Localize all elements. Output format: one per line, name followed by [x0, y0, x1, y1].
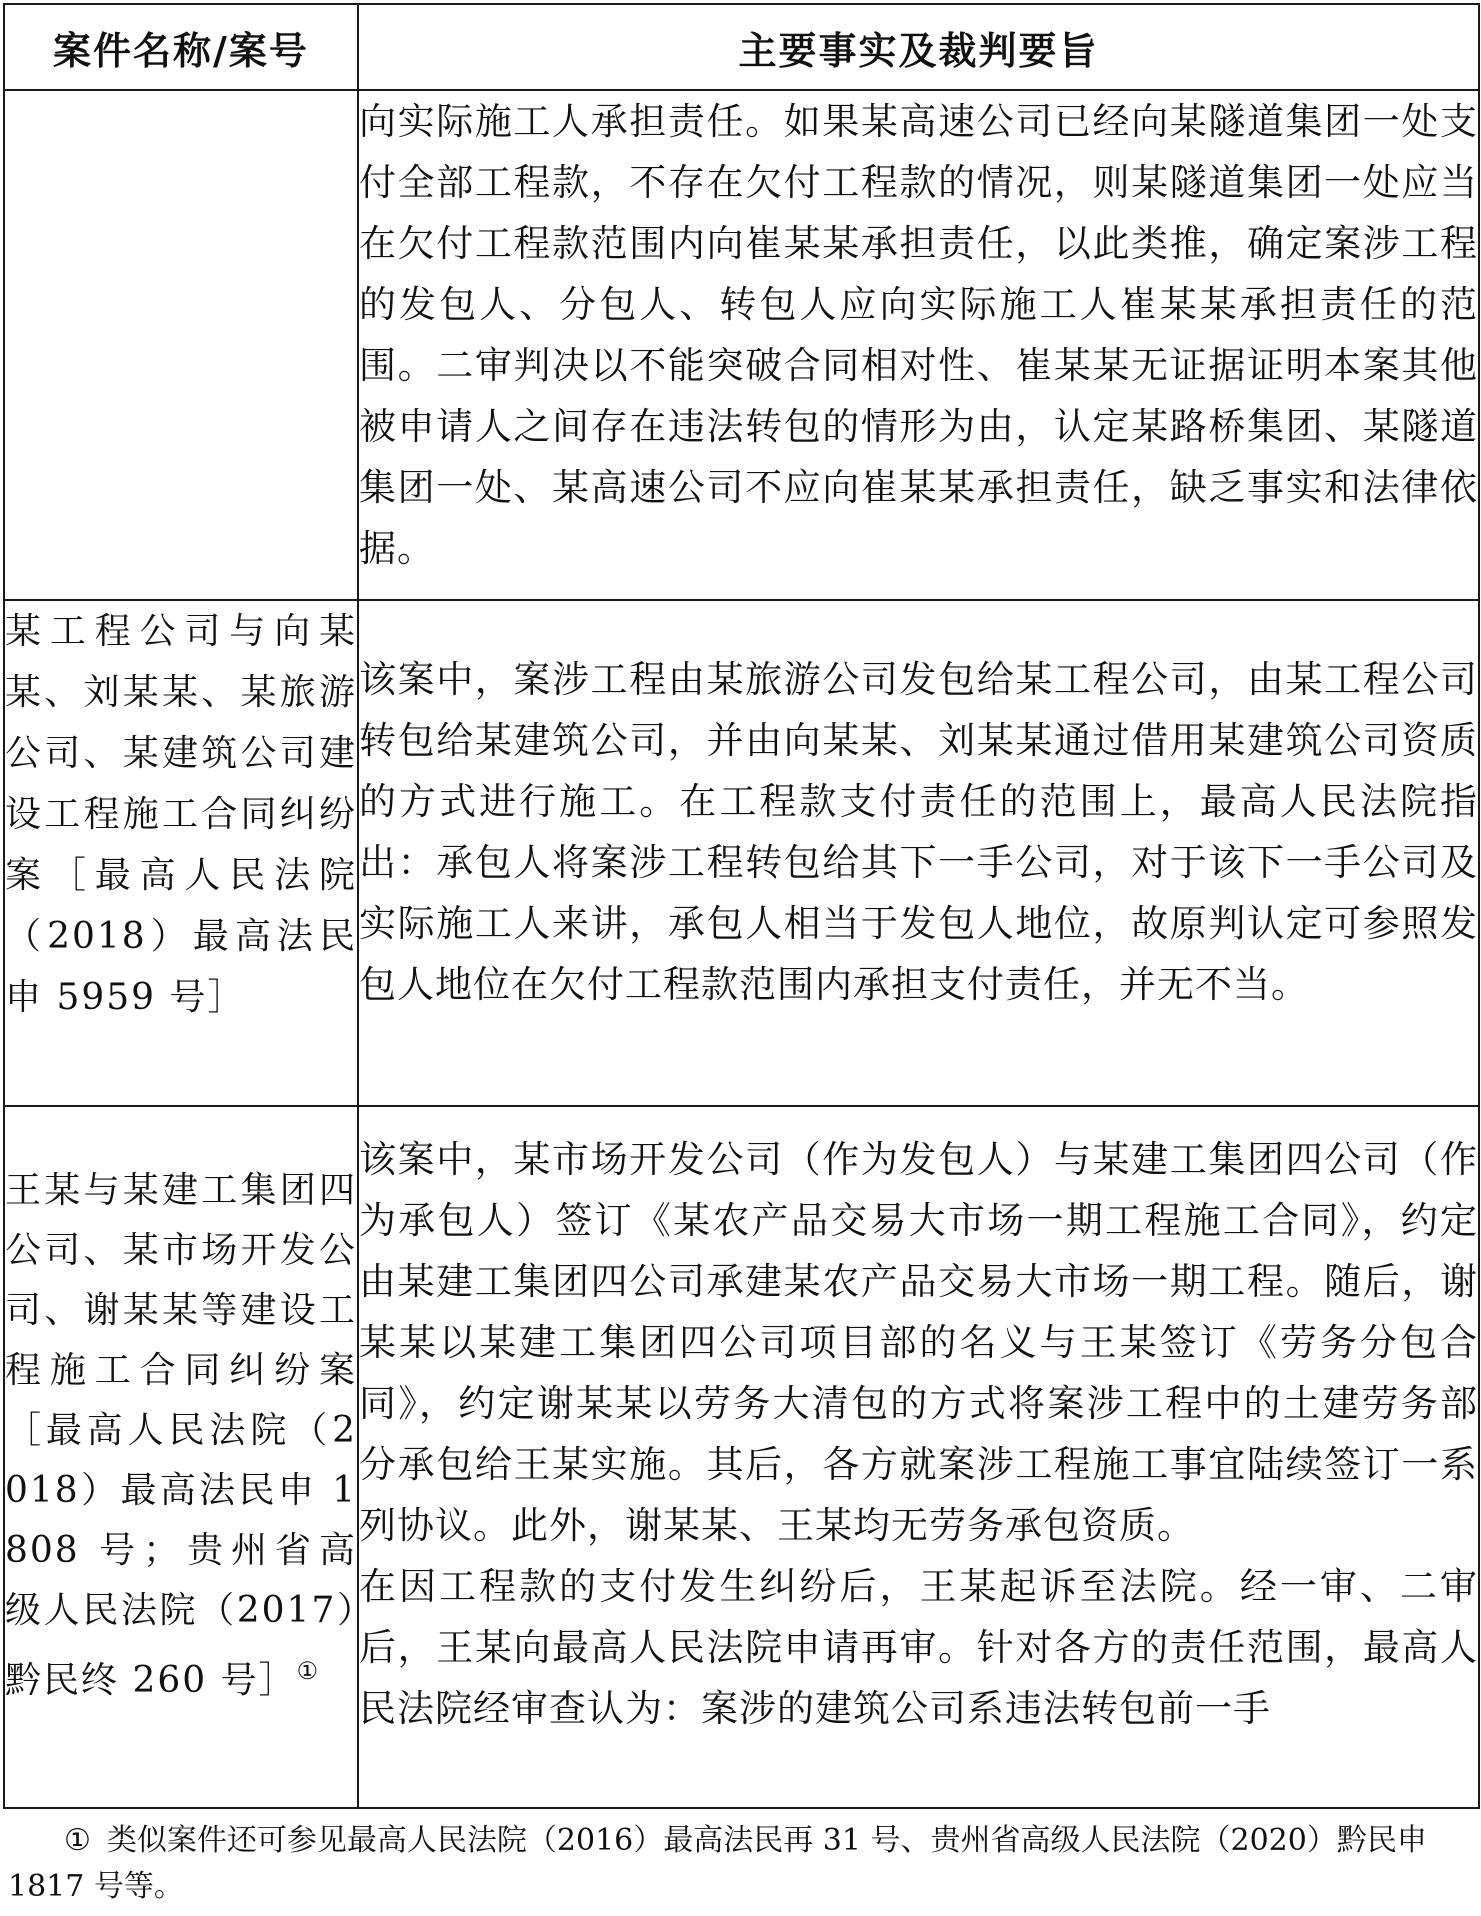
facts-paragraph: 向实际施工人承担责任。如果某高速公司已经向某隧道集团一处支付全部工程款，不存在欠付工程款的情况，则某隧道集团一处应当在欠付工程款范围内向崔某某承担责任，以此类推，确定案涉工程的发包人、分包人、转包人应向实际施工人崔某某承担责任的范围。二审判决以不能突破合同相对性、崔某某无证据证明本案其他被申请人之间存在违法转包的情形为由，认定某路桥集团、某隧道集团一处、某高速公司不应向崔某某承担责任，缺乏事实和法律依据。: [359, 100, 1478, 570]
header-case-name: 案件名称/案号: [4, 4, 358, 90]
footnote-reference[interactable]: ①: [296, 1657, 321, 1685]
facts-paragraph: 该案中，案涉工程由某旅游公司发包给某工程公司，由某工程公司转包给某建筑公司，并由向某某、刘某某通过借用某建筑公司资质的方式进行施工。在工程款支付责任的范围上，最高人民法院指出：承包人将案涉工程转包给其下一手公司，对于该下一手公司及实际施工人来讲，承包人相当于发包人地位，故原判认定可参照发包人地位在欠付工程款范围内承担支付责任，并无不当。: [359, 658, 1478, 1006]
facts-paragraph: 该案中，某市场开发公司（作为发包人）与某建工集团四公司（作为承包人）签订《某农产品交易大市场一期工程施工合同》，约定由某建工集团四公司承建某农产品交易大市场一期工程。随后，谢某某以某建工集团四公司项目部的名义与王某签订《劳务分包合同》，约定谢某某以劳务大清包的方式将案涉工程中的土建劳务部分承包给王某实施。其后，各方就案涉工程施工事宜陆续签订一系列协议。此外，谢某某、王某均无劳务承包资质。: [359, 1138, 1478, 1547]
case-name-cell: [4, 90, 358, 600]
facts-cell: [358, 600, 1479, 1106]
table-header-row: [4, 4, 1479, 90]
case-name-text: 王某与某建工集团四公司、某市场开发公司、谢某某等建设工程施工合同纠纷案［最高人民法院（2018）最高法民申 1808 号；贵州省高级人民法院（2017）黔民终 260 号］: [5, 1170, 357, 1701]
facts-cell: [358, 90, 1479, 600]
case-name-cell: [4, 1106, 358, 1808]
footnote-mark: ①: [64, 1823, 91, 1858]
table-row: [4, 600, 1479, 1106]
footnote: [0, 1818, 1481, 1910]
case-table: [3, 3, 1480, 1809]
table-row: [4, 90, 1479, 600]
footnote-text: 类似案件还可参见最高人民法院（2016）最高法民再 31 号、贵州省高级人民法院（2020）黔民申 1817 号等。: [8, 1823, 1427, 1904]
facts-paragraph: 在因工程款的支付发生纠纷后，王某起诉至法院。经一审、二审后，王某向最高人民法院申请再审。针对各方的责任范围，最高人民法院经审查认为：案涉的建筑公司系违法转包前一手: [359, 1565, 1478, 1730]
table-row: [4, 1106, 1479, 1808]
header-facts: 主要事实及裁判要旨: [358, 4, 1479, 90]
facts-cell: [358, 1106, 1479, 1808]
case-name-cell: 某工程公司与向某某、刘某某、某旅游公司、某建筑公司建设工程施工合同纠纷案［最高人民法院（2018）最高法民申 5959 号］: [4, 600, 358, 1106]
